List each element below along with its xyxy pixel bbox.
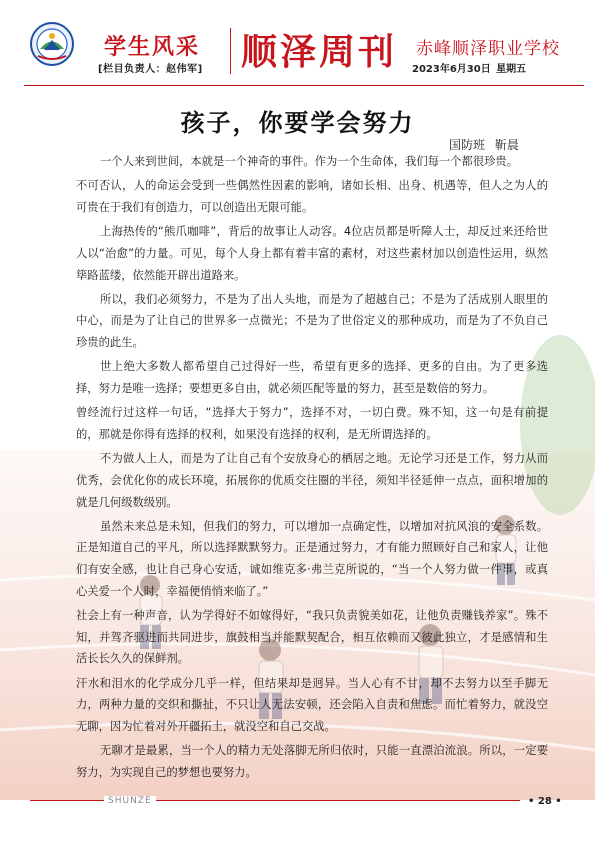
masthead-title: 顺泽周刊 [241, 31, 398, 73]
header-divider [230, 28, 231, 74]
paragraph: 虽然未来总是未知，但我们的努力，可以增加一点确定性，以增加对抗风浪的安全系数。正是知道自己的平凡，所以选择默默努力。正是通过努力，才有能力照顾好自己和家人，让他们有安全感，也让自己身心安适，诚如维克多·弗兰克所说的，“当一个人努力做一件事，或真心关爱一个人时，幸福便悄悄来临了。” [76, 519, 548, 598]
school-name: 赤峰顺泽职业学校 [416, 39, 560, 59]
paragraph: 不为做人上人，而是为了让自己有个安放身心的栖居之地。无论学习还是工作，努力从而优秀，会优化你的成长环境，拓展你的优质交往圈的半径，须知半径延伸一点点，面积增加的就是几何级数级别。 [76, 452, 548, 509]
article-body [76, 151, 548, 786]
header-rule [24, 85, 584, 86]
issue-date: 2023年6月30日 星期五 [412, 64, 527, 75]
paragraph: 社会上有一种声音，认为学得好不如嫁得好，“我只负责貌美如花，让他负责赚钱养家”。殊不知，并驾齐驱进而共同进步，旗鼓相当并能默契配合，相互依赖而又彼此独立，才是感情和生活长长久久的保鲜剂。 [76, 609, 548, 666]
paragraph: 世上绝大多数人都希望自己过得好一些，希望有更多的选择、更多的自由。为了更多选择，努力是唯一选择；要想更多自由，就必须匹配等量的努力，甚至是数倍的努力。 [76, 360, 548, 396]
column-editor: [栏目负责人：赵伟军] [98, 64, 203, 75]
school-logo-icon [30, 22, 74, 66]
paragraph: 无聊才是最累，当一个人的精力无处落脚无所归依时，只能一直漂泊流浪。所以，一定要努力，为实现自己的梦想也要努力。 [76, 744, 548, 779]
paragraph: 一个人来到世间，本就是一个神奇的事件。作为一个生命体，我们每一个都很珍贵。 [100, 155, 518, 168]
column-name: 学生风采 [104, 34, 201, 60]
newsletter-header [0, 0, 595, 96]
paragraph: 汗水和泪水的化学成分几乎一样，但结果却是迥异。当人心有不甘，却不去努力以至手脚无力，两种力量的交织和撕扯，不只让人无法安顿，还会陷入自责和焦虑。而忙着努力，就没空无聊，因为忙着对外开疆拓土，就没空和自己交战。 [76, 676, 548, 734]
paragraph: 所以，我们必须努力，不是为了出人头地，而是为了超越自己；不是为了活成别人眼里的中心，而是为了让自己的世界多一点微光；不是为了世俗定义的那种成功，而是为了不负自己珍贵的此生。 [76, 292, 548, 350]
article-title: 孩子，你要学会努力 [180, 108, 415, 137]
page-number: • 28 • [528, 796, 562, 807]
paragraph: 曾经流行过这样一句话，“选择大于努力”，选择不对，一切白费。殊不知，这一句是有前提的，那就是你得有选择的权利，如果没有选择的权利，是无所谓选择的。 [76, 406, 548, 441]
footer-brand: SHUNZE [104, 796, 156, 806]
paragraph: 上海热传的“熊爪咖啡”，背后的故事让人动容。4位店员都是听障人士，却反过来还给世人以“治愈”的力量。可见，每个人身上都有着丰富的素材，对这些素材加以创造性运用，纵然筚路蓝缕，依然能开辟出道路来。 [76, 225, 548, 282]
article-author: 国防班 靳晨 [449, 138, 519, 152]
paragraph: 不可否认，人的命运会受到一些偶然性因素的影响，诸如长相、出身、机遇等，但人之为人的可贵在于我们有创造力，可以创造出无限可能。 [76, 179, 548, 214]
